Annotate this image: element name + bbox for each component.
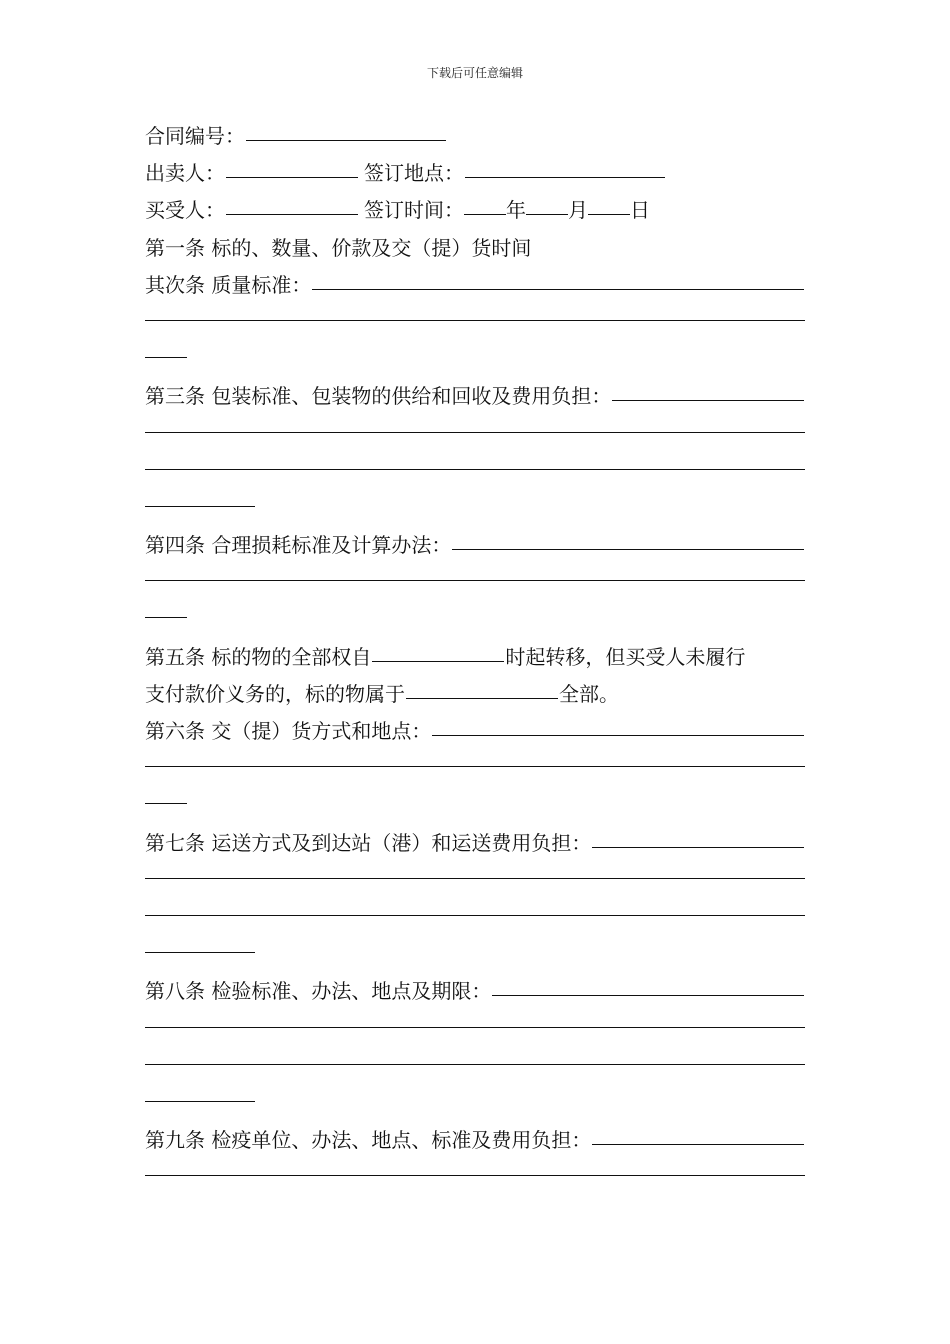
article-1-text: 第一条 标的、数量、价款及交（提）货时间 [145, 235, 532, 260]
article-7-blank-line[interactable] [145, 860, 805, 879]
article-8-cont [145, 1011, 805, 1048]
buyer-line [145, 192, 805, 229]
contract-body [145, 118, 805, 1196]
seller-line [145, 155, 805, 192]
year-blank[interactable] [464, 196, 506, 215]
page-header: 下载后可任意编辑 [426, 66, 523, 80]
article-4-text: 第四条 合理损耗标准及计算办法： [145, 533, 452, 558]
article-6-blank-line[interactable] [145, 748, 805, 767]
article-3-cont [145, 416, 805, 453]
sign-time-label: 签订时间： [364, 198, 464, 223]
article-8-blank[interactable] [492, 977, 804, 996]
article-3-end [145, 490, 805, 527]
year-label: 年 [506, 198, 526, 223]
article-7-blank-end[interactable] [145, 934, 255, 953]
buyer-blank[interactable] [226, 196, 358, 215]
article-3-blank[interactable] [612, 382, 804, 401]
month-blank[interactable] [526, 196, 568, 215]
article-6-cont [145, 750, 805, 787]
article-4-cont [145, 564, 805, 601]
article-5 [145, 639, 805, 676]
contract-number-line [145, 118, 805, 155]
day-label: 日 [630, 198, 650, 223]
article-6-text: 第六条 交（提）货方式和地点： [145, 719, 432, 743]
article-9 [145, 1122, 805, 1159]
article-5-cont [145, 676, 805, 713]
article-3-cont [145, 453, 805, 490]
buyer-label: 买受人： [145, 198, 225, 223]
article-3-text: 第三条 包装标准、包装物的供给和回收及费用负担： [145, 384, 612, 409]
article-5-text-d: 全部。 [559, 681, 619, 706]
article-8-text: 第八条 检验标准、办法、地点及期限： [145, 979, 492, 1004]
seller-blank[interactable] [226, 159, 358, 178]
article-5-owner-blank[interactable] [406, 680, 558, 699]
seller-label: 出卖人： [145, 161, 225, 186]
article-8-end [145, 1085, 805, 1122]
article-2-blank[interactable] [312, 271, 804, 290]
article-5-transfer-blank[interactable] [372, 643, 504, 662]
article-2-end [145, 341, 805, 378]
article-4-blank-line[interactable] [145, 562, 805, 581]
article-8-blank-line[interactable] [145, 1046, 805, 1065]
contract-number-blank[interactable] [246, 122, 446, 141]
article-2-blank-end[interactable] [145, 339, 187, 358]
article-7 [145, 825, 805, 862]
article-6-blank-end[interactable] [145, 785, 187, 804]
article-2-text: 其次条 质量标准： [145, 272, 312, 297]
article-7-blank[interactable] [592, 829, 804, 848]
article-7-blank-line[interactable] [145, 897, 805, 916]
article-7-end [145, 936, 805, 973]
article-2-cont [145, 304, 805, 341]
article-3-blank-end[interactable] [145, 488, 255, 507]
article-9-blank[interactable] [592, 1126, 804, 1145]
article-4 [145, 527, 805, 564]
article-7-cont [145, 862, 805, 899]
article-3 [145, 378, 805, 415]
article-8 [145, 973, 805, 1010]
article-9-blank-line[interactable] [145, 1157, 805, 1176]
article-9-cont [145, 1159, 805, 1196]
article-6-blank[interactable] [432, 717, 804, 736]
article-6 [145, 713, 805, 750]
article-4-blank[interactable] [452, 531, 804, 550]
article-4-blank-end[interactable] [145, 599, 187, 618]
month-label: 月 [568, 198, 588, 223]
contract-number-label: 合同编号： [145, 124, 245, 148]
article-5-text-b: 时起转移，但买受人未履行 [505, 644, 746, 669]
article-3-blank-line[interactable] [145, 414, 805, 433]
article-1 [145, 230, 805, 267]
article-4-end [145, 601, 805, 638]
sign-place-blank[interactable] [465, 159, 665, 178]
article-8-blank-end[interactable] [145, 1083, 255, 1102]
sign-place-label: 签订地点： [364, 161, 464, 186]
article-5-text-a: 第五条 标的物的全部权自 [145, 644, 372, 669]
article-8-blank-line[interactable] [145, 1009, 805, 1028]
article-7-text: 第七条 运送方式及到达站（港）和运送费用负担： [145, 830, 592, 855]
article-3-blank-line[interactable] [145, 451, 805, 470]
article-2-blank-line[interactable] [145, 302, 805, 321]
article-6-end [145, 787, 805, 824]
article-5-text-c: 支付款价义务的，标的物属于 [145, 681, 405, 706]
article-9-text: 第九条 检疫单位、办法、地点、标准及费用负担： [145, 1128, 592, 1153]
article-8-cont [145, 1048, 805, 1085]
day-blank[interactable] [588, 196, 630, 215]
article-2 [145, 267, 805, 304]
article-7-cont [145, 899, 805, 936]
